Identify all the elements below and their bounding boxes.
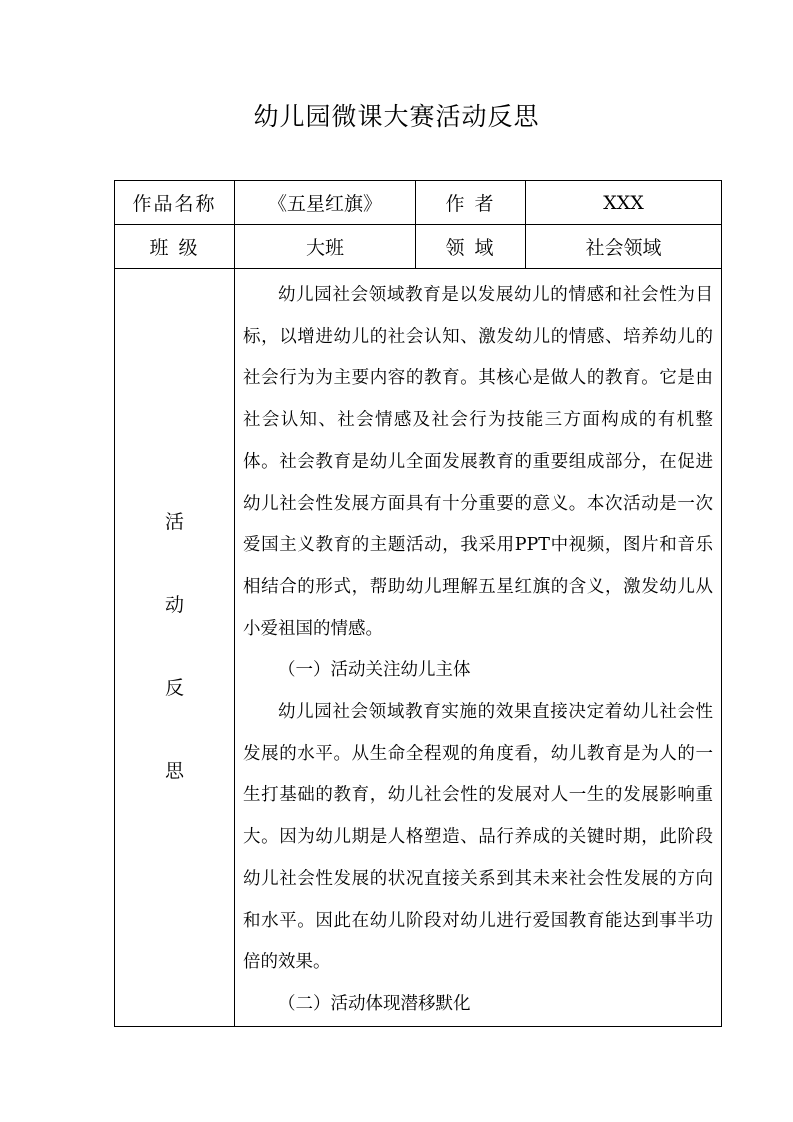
side-label-char: 活: [164, 511, 184, 534]
reflection-content: [235, 269, 722, 1027]
table-row-reflection: [115, 269, 722, 1027]
table-row-class-info: [115, 225, 722, 269]
author-value: XXX: [526, 181, 722, 225]
domain-label: 领 域: [416, 225, 526, 269]
reflection-heading-2: （二）活动体现潜移默化: [278, 993, 471, 1014]
author-label: 作 者: [416, 181, 526, 225]
reflection-side-label: [115, 269, 235, 1027]
reflection-heading-1: （一）活动关注幼儿主体: [278, 660, 471, 681]
activity-reflection-table: [114, 180, 722, 1027]
work-name-value: 《五星红旗》: [235, 181, 416, 225]
side-label-char: 思: [164, 760, 184, 783]
work-name-label: 作品名称: [115, 181, 235, 225]
page-title: 幼儿园微课大赛活动反思: [253, 102, 540, 131]
side-label-char: 反: [164, 677, 184, 700]
class-value: 大班: [235, 225, 416, 269]
reflection-paragraph-intro: 幼儿园社会领域教育是以发展幼儿的情感和社会性为目标，以增进幼儿的社会认知、激发幼儿的情感、培养幼儿的社会行为为主要内容的教育。其核心是做人的教育。它是由社会认知、社会情感及社会行为技能三方面构成的有机整体。社会教育是幼儿全面发展教育的重要组成部分，在促进幼儿社会性发展方面具有十分重要的意义。本次活动是一次爱国主义教育的主题活动，我采用PPT中视频，图片和音乐相结合的形式，帮助幼儿理解五星红旗的含义，激发幼儿从小爱祖国的情感。: [243, 285, 713, 639]
domain-value: 社会领域: [526, 225, 722, 269]
reflection-paragraph-1: 幼儿园社会领域教育实施的效果直接决定着幼儿社会性发展的水平。从生命全程观的角度看，幼儿教育是为人的一生打基础的教育，幼儿社会性的发展对人一生的发展影响重大。因为幼儿期是人格塑造、品行养成的关键时期，此阶段幼儿社会性发展的状况直接关系到其未来社会性发展的方向和水平。因此在幼儿阶段对幼儿进行爱国教育能达到事半功倍的效果。: [243, 702, 713, 973]
class-label: 班 级: [115, 225, 235, 269]
side-label-char: 动: [164, 594, 184, 617]
table-row-work-info: [115, 181, 722, 225]
